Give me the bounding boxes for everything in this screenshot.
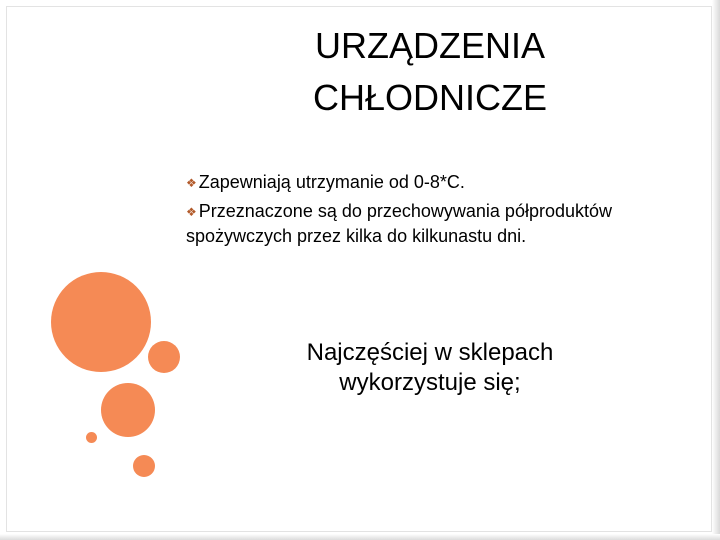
subtext bbox=[240, 338, 620, 398]
bullet-text-1: Zapewniają utrzymanie od 0-8*C. bbox=[198, 172, 465, 192]
slide-title-line-1: URZĄDZENIA bbox=[314, 25, 545, 66]
decorative-circle-medium bbox=[148, 341, 180, 373]
subtext-line-1: Najczęściej w sklepach bbox=[306, 339, 554, 366]
slide-title-line-2: CHŁODNICZE bbox=[312, 77, 548, 118]
bullet-item-1 bbox=[186, 170, 626, 195]
slide-shadow-bottom bbox=[0, 534, 720, 540]
bullet-list bbox=[186, 170, 626, 252]
slide-shadow-right bbox=[712, 0, 720, 540]
decorative-circle-large bbox=[51, 272, 151, 372]
diamond-bullet-icon: ❖ bbox=[186, 205, 197, 219]
bullet-text-2: Przeznaczone są do przechowywania półproduktów spożywczych przez kilka do kilkunastu dni. bbox=[186, 201, 613, 246]
subtext-line-2: wykorzystuje się; bbox=[339, 369, 521, 396]
decorative-circle-small-2 bbox=[133, 455, 155, 477]
decorative-circle-small bbox=[86, 432, 97, 443]
diamond-bullet-icon: ❖ bbox=[186, 176, 197, 190]
decorative-circle-medium-2 bbox=[101, 383, 155, 437]
slide-title bbox=[240, 20, 620, 124]
bullet-item-2 bbox=[186, 199, 626, 248]
